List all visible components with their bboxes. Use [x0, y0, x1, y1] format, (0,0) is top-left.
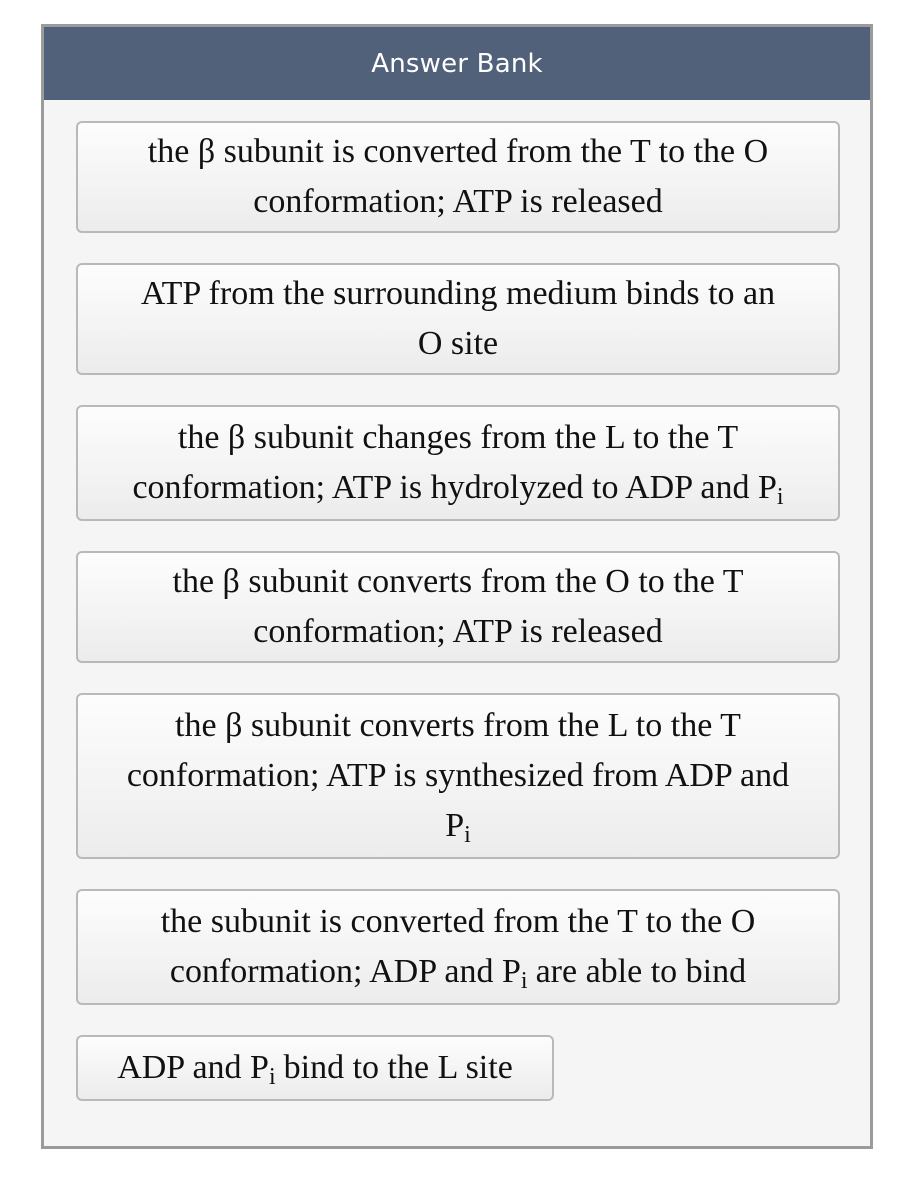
answer-item-3-line-1: the β subunit changes from the L to the T: [177, 419, 739, 456]
answer-item-4[interactable]: [76, 551, 840, 663]
answer-item-5[interactable]: [76, 693, 840, 859]
answer-item-5-line-3-text: P: [445, 807, 465, 844]
answer-item-7[interactable]: [76, 1035, 554, 1101]
answer-item-3-line-2: [98, 463, 818, 513]
answer-item-6-line-2: [98, 947, 818, 997]
answer-item-6-line-1: the subunit is converted from the T to the O: [160, 903, 756, 940]
answer-item-2[interactable]: [76, 263, 840, 375]
answer-bank: [41, 24, 873, 1149]
answer-item-7-post: bind to the L site: [283, 1049, 513, 1086]
answer-item-7-subscript: i: [268, 1064, 276, 1090]
answer-item-4-line-2: conformation; ATP is released: [253, 613, 663, 650]
answer-item-3-line-2-text: conformation; ATP is hydrolyzed to ADP and P: [132, 469, 777, 506]
answer-item-7-line-1: [98, 1043, 532, 1093]
answer-item-3-subscript: i: [776, 484, 784, 510]
answer-item-4-line-1: the β subunit converts from the O to the T: [172, 563, 744, 600]
answer-item-1-line-2: conformation; ATP is released: [253, 183, 663, 220]
answer-item-5-subscript: i: [464, 822, 471, 848]
answer-item-6-line-2-post: are able to bind: [535, 953, 747, 990]
answer-item-2-line-1: ATP from the surrounding medium binds to an: [140, 275, 776, 312]
answer-item-6[interactable]: [76, 889, 840, 1005]
answer-item-6-subscript: i: [520, 968, 528, 994]
answer-item-6-line-2-pre: conformation; ADP and P: [169, 953, 521, 990]
answer-item-1-line-1: the β subunit is converted from the T to the O: [147, 133, 769, 170]
answer-item-2-line-2: O site: [417, 325, 499, 362]
answer-bank-title: Answer Bank: [371, 48, 543, 79]
answer-item-7-pre: ADP and P: [117, 1049, 269, 1086]
answer-item-5-line-3: [98, 801, 818, 851]
answer-item-5-line-2: conformation; ATP is synthesized from ADP and: [126, 757, 790, 794]
answer-item-1[interactable]: [76, 121, 840, 233]
answer-bank-header: [44, 27, 870, 100]
answer-item-5-line-1: the β subunit converts from the L to the T: [175, 707, 741, 744]
answer-item-3[interactable]: [76, 405, 840, 521]
